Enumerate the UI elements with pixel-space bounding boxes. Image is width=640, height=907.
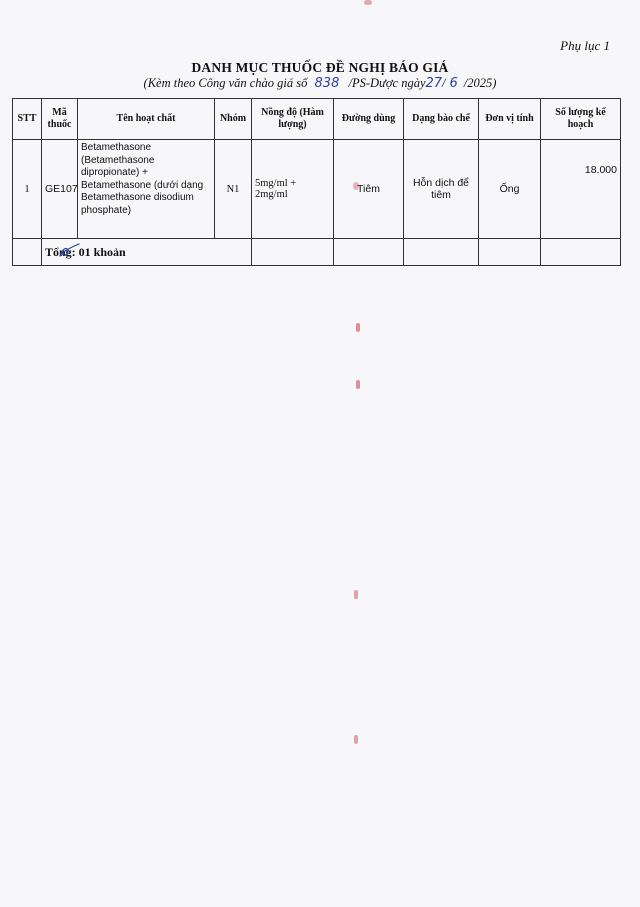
cell-quantity: 18.000 (541, 140, 621, 239)
red-punch-mark (356, 380, 360, 389)
header-ingredient: Tên hoạt chất (78, 99, 215, 140)
total-cell-blank (404, 239, 479, 266)
document-title: DANH MỤC THUỐC ĐỀ NGHỊ BÁO GIÁ (191, 60, 449, 75)
cell-group: N1 (215, 140, 252, 239)
handwritten-doc-number: 838 (314, 76, 340, 91)
cell-strength: 5mg/ml + 2mg/ml (252, 140, 334, 239)
total-row-blank (13, 239, 42, 266)
handwritten-initials (56, 243, 82, 259)
cell-ingredient: Betamethasone (Betamethasone dipropionate) + Betamethasone (dưới dạng Betamethasone disodium phosphate) (78, 140, 215, 239)
red-punch-mark (364, 0, 372, 5)
red-punch-mark (353, 182, 359, 190)
header-strength: Nồng độ (Hàm lượng) (252, 99, 334, 140)
cell-stt: 1 (13, 140, 42, 239)
total-cell-blank (252, 239, 334, 266)
document-subtitle: (Kèm theo Công văn chào giá số 838 /PS-Dược ngày27/ 6 /2025) (143, 76, 497, 91)
header-group: Nhóm (215, 99, 252, 140)
total-cell-blank (334, 239, 404, 266)
subtitle-middle: /PS-Dược ngày (348, 76, 426, 90)
red-punch-mark (354, 590, 358, 599)
handwritten-day: 27 (425, 76, 443, 91)
cell-route: Tiêm (334, 140, 404, 239)
table-header-row (13, 99, 621, 140)
cell-code: GE107 (42, 140, 78, 239)
total-label: Tổng: 01 khoản (42, 239, 252, 266)
red-punch-mark (354, 735, 358, 744)
cell-unit: Ống (479, 140, 541, 239)
header-code: Mã thuốc (42, 99, 78, 140)
appendix-label: Phụ lục 1 (560, 38, 610, 53)
drug-list-table (12, 98, 621, 266)
table-row (13, 140, 621, 239)
red-punch-mark (356, 323, 360, 332)
handwritten-month: 6 (449, 76, 458, 91)
header-quantity: Số lượng kế hoạch (541, 99, 621, 140)
cell-form: Hỗn dịch để tiêm (404, 140, 479, 239)
header-stt: STT (13, 99, 42, 140)
header-unit: Đơn vị tính (479, 99, 541, 140)
subtitle-prefix: (Kèm theo Công văn chào giá số (143, 76, 308, 90)
total-row (13, 239, 621, 266)
header-form: Dạng bào chế (404, 99, 479, 140)
total-cell-blank (479, 239, 541, 266)
header-route: Đường dùng (334, 99, 404, 140)
subtitle-suffix: /2025) (463, 76, 497, 90)
total-cell-blank (541, 239, 621, 266)
